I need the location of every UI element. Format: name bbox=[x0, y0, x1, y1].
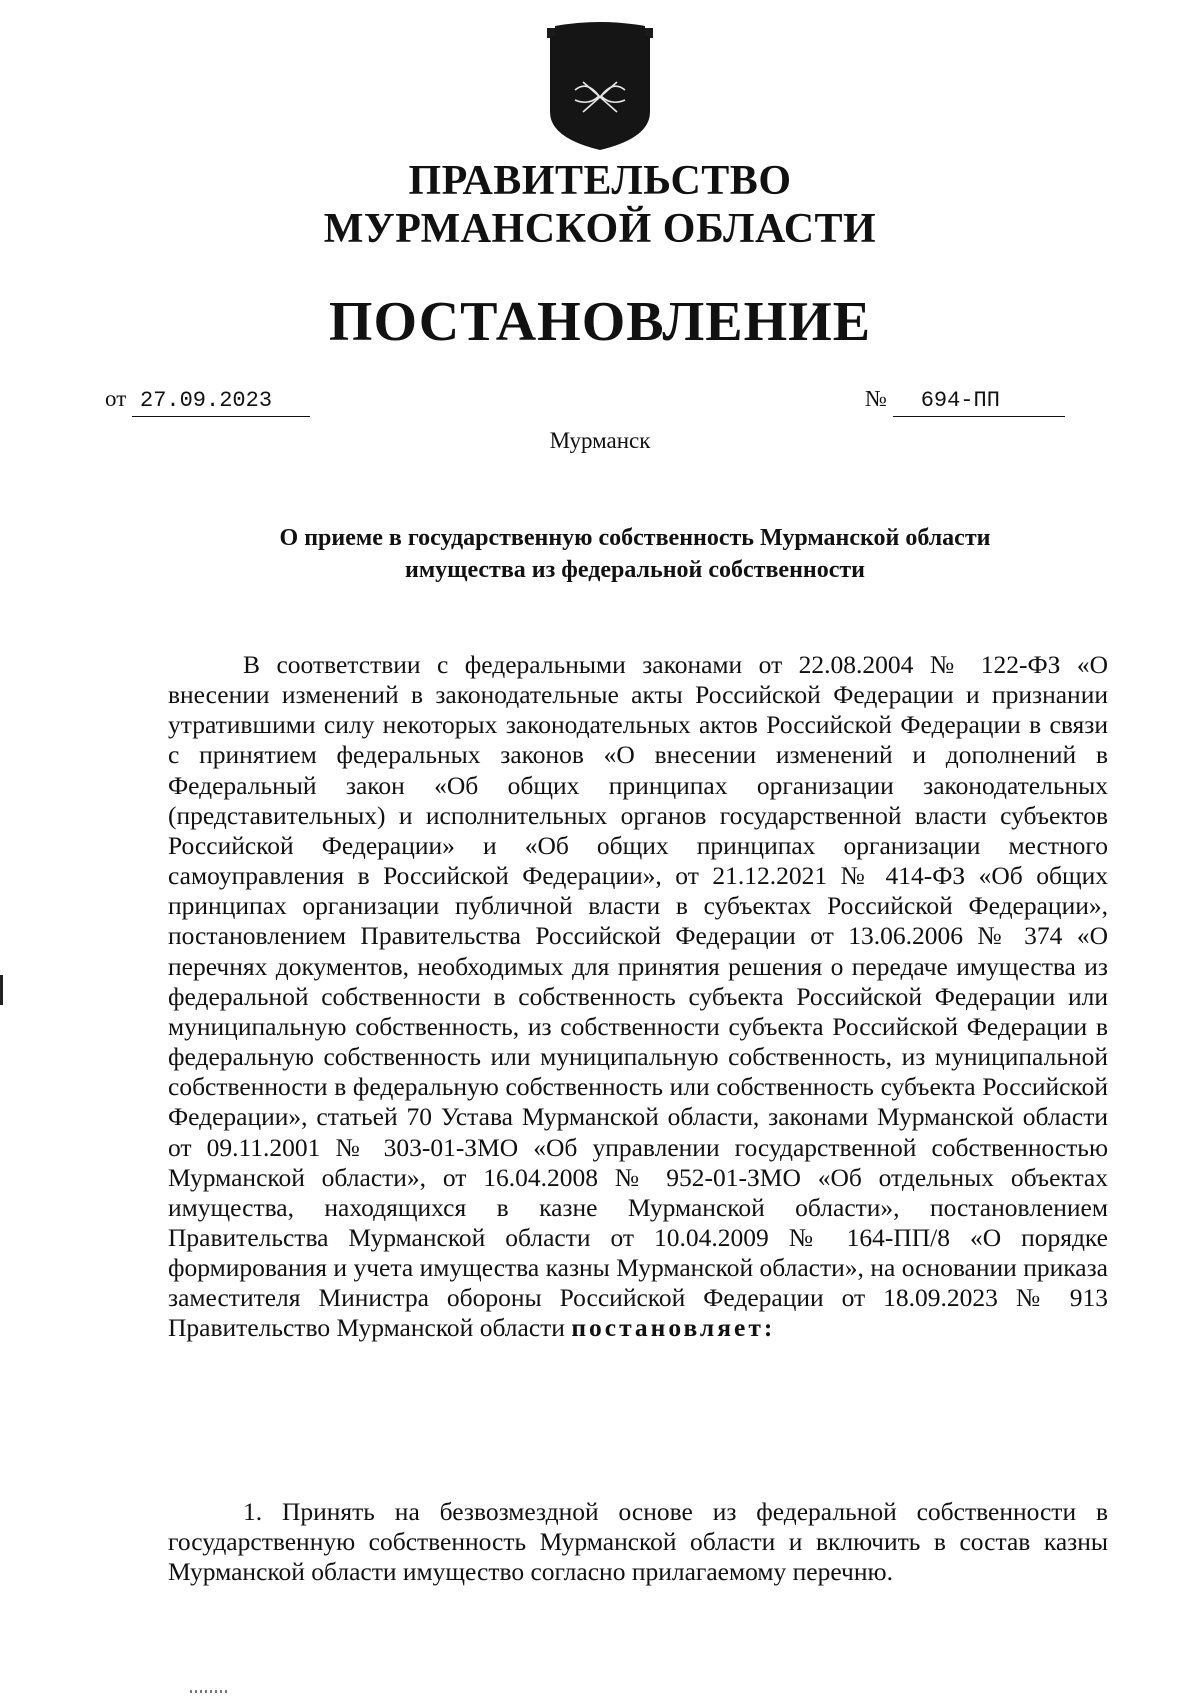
date-value: 27.09.2023 bbox=[132, 387, 310, 417]
city: Мурманск bbox=[549, 428, 651, 453]
subject-line1: О приеме в государственную собственность Мурманской области bbox=[279, 525, 991, 551]
date-prefix: от bbox=[105, 386, 127, 411]
number-value: 694-ПП bbox=[893, 387, 1065, 417]
decree-date bbox=[105, 385, 310, 417]
subject-line2: имущества из федеральной собственности bbox=[405, 557, 865, 583]
murmansk-coat-of-arms-icon bbox=[545, 20, 655, 152]
org-title-line1: ПРАВИТЕЛЬСТВО bbox=[408, 158, 792, 204]
decree-subject bbox=[160, 522, 1110, 586]
document-type: ПОСТАНОВЛЕНИЕ bbox=[328, 291, 872, 353]
scan-margin-mark bbox=[0, 975, 3, 1005]
decree-number bbox=[865, 385, 1065, 417]
scan-artifact bbox=[190, 1690, 230, 1693]
preamble-text: В соответствии с федеральными законами от 22.08.2004 № 122-ФЗ «О внесении изменений в законодательные акты Российской Федерации и признании утратившими силу некоторых законодательных актов Российской Федерации в связи с принятием федеральных законов «О внесении изменений и дополнений в Федеральный закон «Об общих принципах организации законодательных (представительных) и исполнительных органов государственной власти субъектов Российской Федерации» и «Об общих принципах организации местного самоуправления в Российской Федерации», от 21.12.2021 № 414-ФЗ «Об общих принципах организации публичной власти в субъектах Российской Федерации», постановлением Правительства Российской Федерации от 13.06.2006 № 374 «О перечнях документов, необходимых для принятия решения о передаче имущества из федеральной собственности в собственность субъекта Российской Федерации или муниципальную собственность, из собственности субъекта Российской Федерации в федеральную собственность или муниципальную собственность, из муниципальной собственности в федеральную собственность или собственность субъекта Российской Федерации», статьей 70 Устава Мурманской области, законами Мурманской области от 09.11.2001 № 303-01-ЗМО «Об управлении государственной собственностью Мурманской области», от 16.04.2008 № 952-01-ЗМО «Об отдельных объектах имущества, находящихся в казне Мурманской области», постановлением Правительства Мурманской области от 10.04.2009 № 164-ПП/8 «О порядке формирования и учета имущества казны Мурманской области», на основании приказа заместителя Министра обороны Российской Федерации от 18.09.2023 № 913 Правительство Мурманской области bbox=[168, 650, 1108, 1343]
decree-word: постановляет: bbox=[571, 1313, 776, 1343]
preamble-paragraph bbox=[168, 650, 1108, 1344]
decree-item-1: 1. Принять на безвозмездной основе из федеральной собственности в государственную собственность Мурманской области и включить в состав казны Мурманской области имущество согласно прилагаемому перечню. bbox=[168, 1497, 1108, 1587]
number-prefix: № bbox=[865, 386, 887, 411]
org-title-line2: МУРМАНСКОЙ ОБЛАСТИ bbox=[323, 206, 877, 252]
